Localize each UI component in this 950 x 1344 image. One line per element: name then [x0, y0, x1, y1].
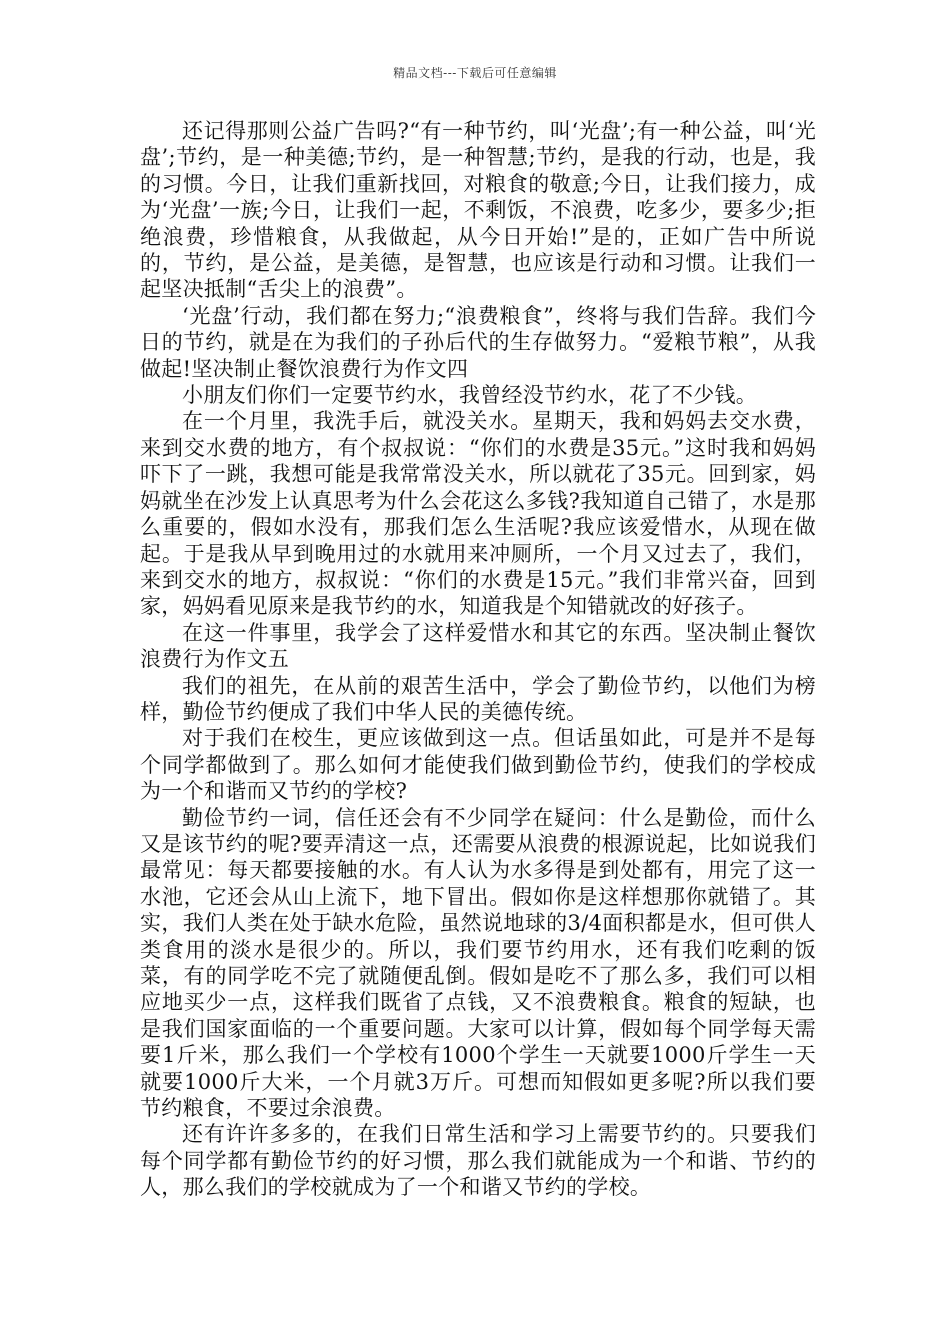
- paragraph: 还记得那则公益广告吗?“有一种节约，叫‘光盘’;有一种公益，叫‘光盘’;节约，是一种美德;节约，是一种智慧;节约，是我的行动，也是，我的习惯。今日，让我们重新找回，对粮食的敬意;今日，让我们接力，成为‘光盘’一族;今日，让我们一起，不剩饭，不浪费，吃多少，要多少;拒绝浪费，珍惜粮食，从我做起，从今日开始!”是的，正如广告中所说的，节约，是公益，是美德，是智慧，也应该是行动和习惯。让我们一起坚决抵制“舌尖上的浪费”。: [140, 119, 816, 302]
- paragraph: 还有许许多多的，在我们日常生活和学习上需要节约的。只要我们每个同学都有勤俭节约的好习惯，那么我们就能成为一个和谐、节约的人，那么我们的学校就成为了一个和谐又节约的学校。: [140, 1122, 816, 1200]
- paragraph: 在一个月里，我洗手后，就没关水。星期天，我和妈妈去交水费，来到交水费的地方，有个叔叔说：“你们的水费是35元。”这时我和妈妈吓下了一跳，我想可能是我常常没关水，所以就花了35元。回到家，妈妈就坐在沙发上认真思考为什么会花这么多钱?我知道自己错了，水是那么重要的，假如水没有，那我们怎么生活呢?我应该爱惜水，从现在做起。于是我从早到晚用过的水就用来冲厕所，一个月又过去了，我们，来到交水的地方，叔叔说：“你们的水费是15元。”我们非常兴奋，回到家，妈妈看见原来是我节约的水，知道我是个知错就改的好孩子。: [140, 409, 816, 619]
- paragraph: 我们的祖先，在从前的艰苦生活中，学会了勤俭节约，以他们为榜样，勤俭节约便成了我们中华人民的美德传统。: [140, 673, 816, 724]
- paragraph: 小朋友们你们一定要节约水，我曾经没节约水，花了不少钱。: [182, 383, 758, 408]
- paragraph: 勤俭节约一词，信任还会有不少同学在疑问：什么是勤俭，而什么又是该节约的呢?要弄清这一点，还需要从浪费的根源说起，比如说我们最常见：每天都要接触的水。有人认为水多得是到处都有，用完了这一水池，它还会从山上流下，地下冒出。假如你是这样想那你就错了。其实，我们人类在处于缺水危险，虽然说地球的3/4面积都是水，但可供人类食用的淡水是很少的。所以，我们要节约用水，还有我们吃剩的饭菜，有的同学吃不完了就随便乱倒。假如是吃不了那么多，我们可以相应地买少一点，这样我们既省了点钱，又不浪费粮食。粮食的短缺，也是我们国家面临的一个重要问题。大家可以计算，假如每个同学每天需要1斤米，那么我们一个学校有1000个学生一天就要1000斤学生一天就要1000斤大米，一个月就3万斤。可想而知假如更多呢?所以我们要节约粮食，不要过余浪费。: [140, 805, 816, 1121]
- paragraph: ‘光盘’行动，我们都在努力;“浪费粮食”，终将与我们告辞。我们今日的节约，就是在为我们的子孙后代的生存做努力。“爱粮节粮”，从我做起!坚决制止餐饮浪费行为作文四: [140, 303, 816, 381]
- page-header: 精品文档---下载后可任意编辑: [393, 66, 557, 80]
- document-body: [140, 118, 816, 1201]
- paragraph: 在这一件事里，我学会了这样爱惜水和其它的东西。坚决制止餐饮浪费行为作文五: [140, 620, 816, 672]
- paragraph: 对于我们在校生，更应该做到这一点。但话虽如此，可是并不是每个同学都做到了。那么如何才能使我们做到勤俭节约，使我们的学校成为一个和谐而又节约的学校?: [140, 726, 816, 804]
